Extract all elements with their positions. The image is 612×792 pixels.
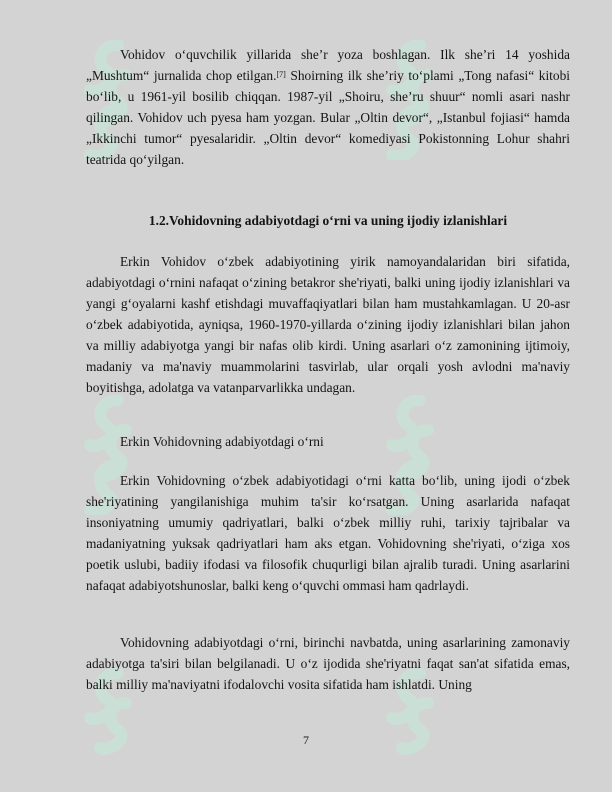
paragraph-intro-a: Vohidov o‘quvchilik yillarida she’r yoza boshlagan. Ilk she’ri 14 yoshida „Mushtum“ jurnalida chop etilgan. <box>86 47 570 83</box>
paragraph-intro <box>86 44 570 170</box>
citation-ref: [7] <box>276 70 286 79</box>
paragraph-continuation: Vohidovning adabiyotdagi o‘rni, birinchi navbatda, uning asarlarining zamonaviy adabiyotga ta'siri bilan belgilanadi. U o‘z ijodida she'riyatni faqat san'at sifatida emas, balki milliy ma'naviyatni ifodalovchi vosita sifatida ham ishlatdi. Uning <box>86 635 570 692</box>
section-heading: 1.2.Vohidovning adabiyotdagi o‘rni va uning ijodiy izlanishlari <box>148 213 508 228</box>
subheading: Erkin Vohidovning adabiyotdagi o‘rni <box>120 434 324 449</box>
paragraph-role: Erkin Vohidovning o‘zbek adabiyotidagi o‘rni katta bo‘lib, uning ijodi o‘zbek she'riyatining yangilanishiga muhim ta'sir ko‘rsatgan. Uning asarlarida nafaqat insoniyatning umumiy qadriyatlari, balki o‘zbek milliy ruhi, tarixiy tajribalar va madaniyatning yuksak qadriyatlari ham aks etgan. Vohidovning she'riyati, o‘ziga xos poetik uslubi, badiiy ifodasi va filosofik chuqurligi bilan ajralib turadi. Uning asarlarini nafaqat adabiyotshunoslar, balki keng o‘quvchi ommasi ham qadrlaydi. <box>86 473 570 593</box>
paragraph-intro-b: Shoirning ilk she’riy to‘plami „Tong nafasi“ kitobi bo‘lib, u 1961-yil bosilib chiqqan. 1987-yil „Shoiru, she’ru shuur“ nomli asari nashr qilingan. Vohidov uch pyesa ham yozgan. Bular „Oltin devor“, „Istanbul fojiasi“ hamda „Ikkinchi tumor“ pyesalaridir. „Oltin devor“ komediyasi Pokistonning Lohur shahri teatrida qo‘yilgan. <box>86 68 570 167</box>
paragraph-section-intro: Erkin Vohidov o‘zbek adabiyotining yirik namoyandalaridan biri sifatida, adabiyotdagi o‘rnini nafaqat o‘zining betakror she'riyati, balki uning ijodiy izlanishlari va yangi g‘oyalarni kashf etishdagi muvaffaqiyatlari bilan ham mustahkamlagan. U 20-asr o‘zbek adabiyotida, ayniqsa, 1960-1970-yillarda o‘zining ijodiy izlanishlari bilan jahon va milliy adabiyotga yangi bir nafas olib kirdi. Uning asarlari o‘z zamonining ijtimoiy, madaniy va ma'naviy muammolarini tasvirlab, ular orqali yosh avlodni ma'naviy boyitishga, adolatga va vatanparvarlikka undagan. <box>86 254 570 395</box>
page-number: 7 <box>303 733 309 747</box>
